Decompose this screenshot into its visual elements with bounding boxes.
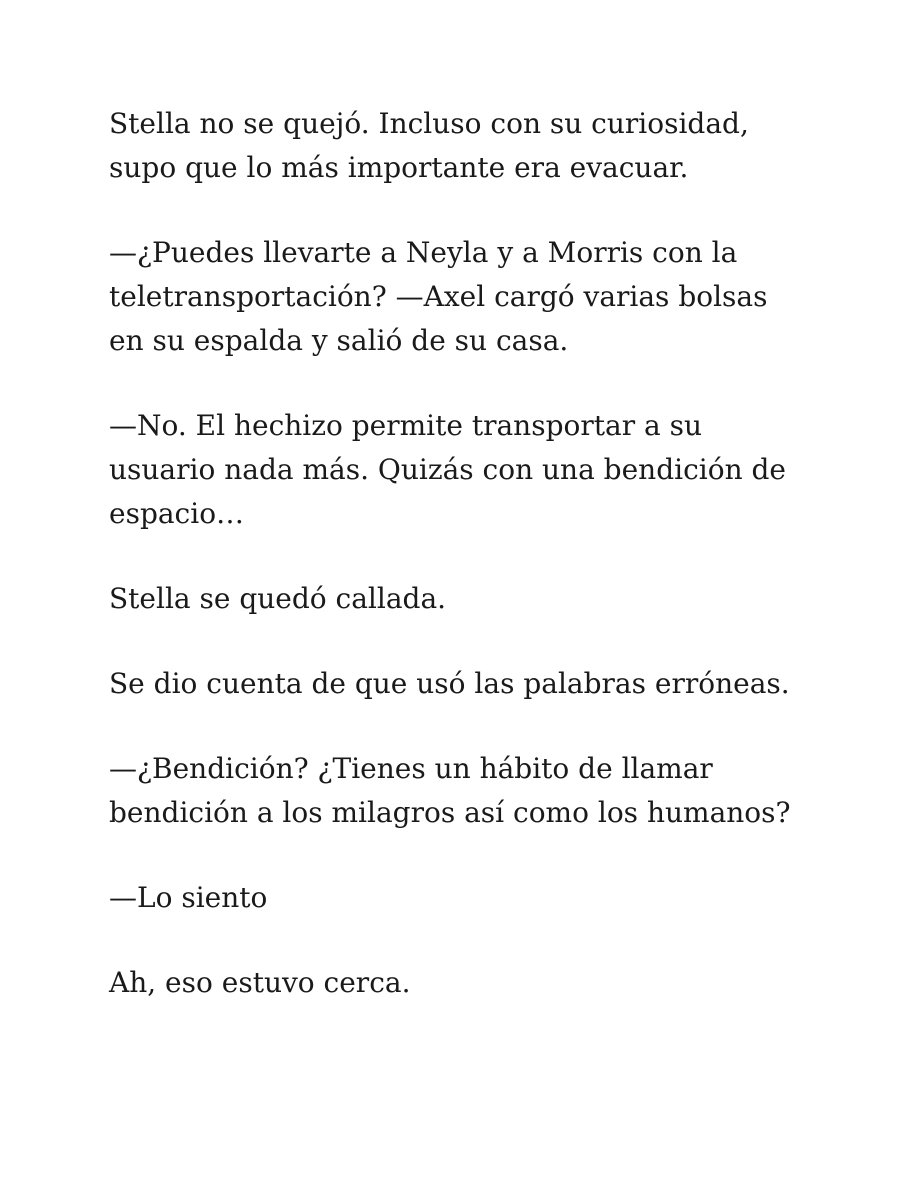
paragraph-1: Stella no se quejó. Incluso con su curiosidad, supo que lo más importante era evacuar. — [109, 107, 749, 184]
paragraph-7: —Lo siento — [109, 881, 268, 914]
paragraph-6: —¿Bendición? ¿Tienes un hábito de llamar bendición a los milagros así como los humanos? — [109, 752, 791, 829]
paragraph-2: —¿Puedes llevarte a Neyla y a Morris con la teletransportación? —Axel cargó varias bolsas en su espalda y salió de su casa. — [109, 236, 768, 357]
paragraph-5: Se dio cuenta de que usó las palabras erróneas. — [109, 667, 790, 700]
paragraph-4: Stella se quedó callada. — [109, 582, 447, 615]
paragraph-3: —No. El hechizo permite transportar a su usuario nada más. Quizás con una bendición de espacio… — [109, 409, 787, 530]
paragraph-8: Ah, eso estuvo cerca. — [109, 966, 411, 999]
text-body — [109, 102, 809, 1005]
